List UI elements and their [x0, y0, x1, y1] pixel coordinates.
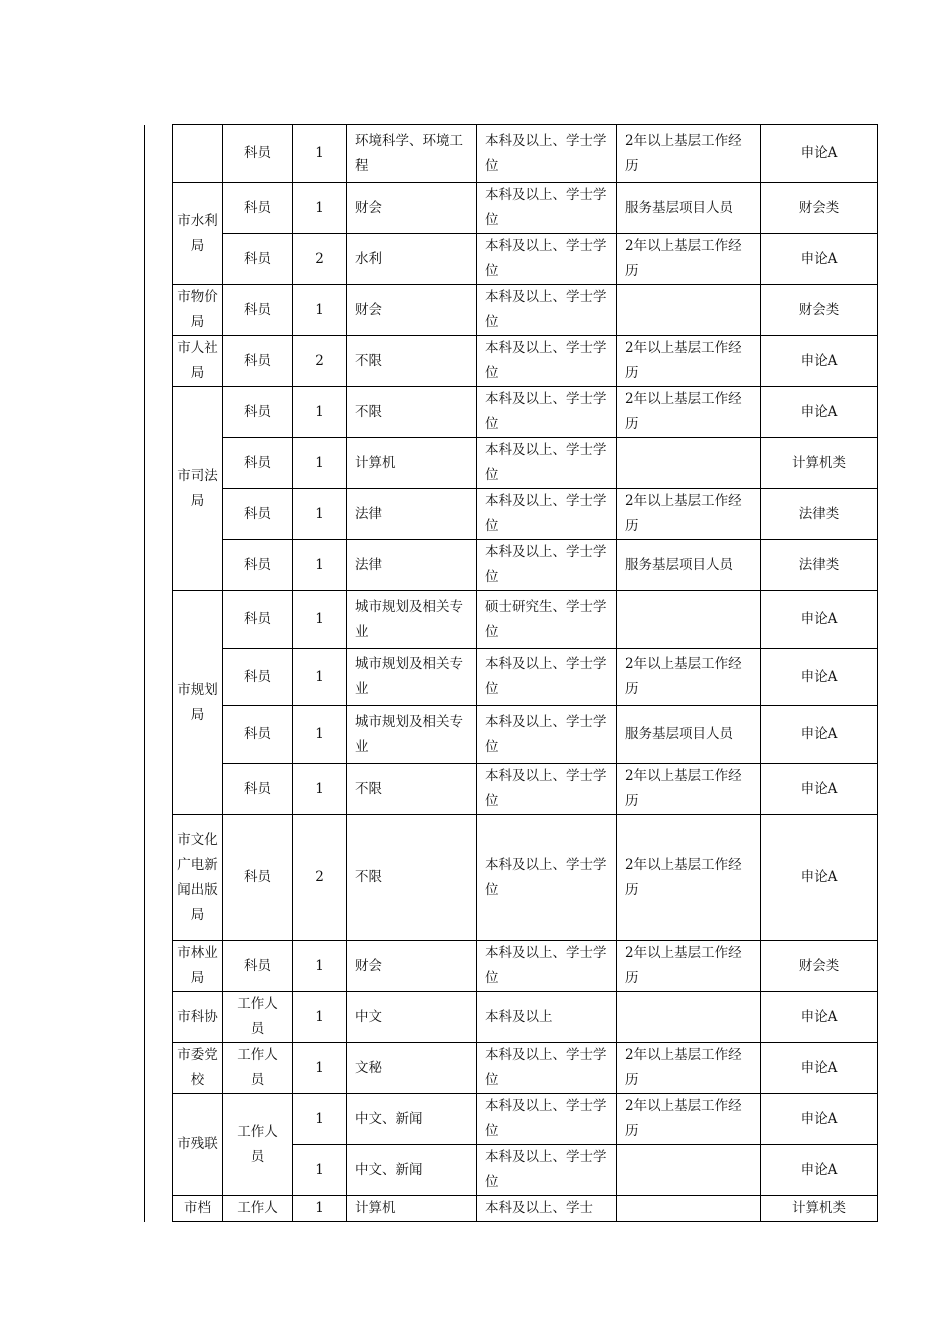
exam-type-cell: 财会类 [761, 941, 878, 992]
position-cell: 科员 [223, 815, 293, 941]
position-cell: 科员 [223, 591, 293, 649]
other-requirement-cell [617, 992, 761, 1043]
other-requirement-cell: 2年以上基层工作经历 [617, 234, 761, 285]
other-requirement-cell: 2年以上基层工作经历 [617, 649, 761, 706]
education-cell: 本科及以上、学士学位 [477, 941, 617, 992]
table-row [145, 125, 878, 183]
recruitment-table [144, 124, 878, 1222]
other-requirement-cell: 2年以上基层工作经历 [617, 125, 761, 183]
exam-type-cell: 计算机类 [761, 438, 878, 489]
position-cell: 科员 [223, 489, 293, 540]
other-requirement-cell [617, 438, 761, 489]
count-cell: 1 [293, 489, 347, 540]
exam-type-cell: 财会类 [761, 285, 878, 336]
unit-cell: 市司法局 [173, 387, 223, 591]
count-cell: 1 [293, 183, 347, 234]
major-cell: 环境科学、环境工程 [347, 125, 477, 183]
unit-cell: 市委党校 [173, 1043, 223, 1094]
count-cell: 1 [293, 1094, 347, 1145]
education-cell: 本科及以上、学士学位 [477, 1094, 617, 1145]
major-cell: 城市规划及相关专业 [347, 649, 477, 706]
position-cell: 科员 [223, 234, 293, 285]
education-cell: 本科及以上、学士学位 [477, 1145, 617, 1196]
count-cell: 1 [293, 540, 347, 591]
other-requirement-cell [617, 591, 761, 649]
major-cell: 中文、新闻 [347, 1094, 477, 1145]
other-requirement-cell [617, 285, 761, 336]
exam-type-cell: 申论A [761, 387, 878, 438]
major-cell: 不限 [347, 764, 477, 815]
education-cell: 本科及以上 [477, 992, 617, 1043]
count-cell: 1 [293, 1196, 347, 1222]
exam-type-cell: 计算机类 [761, 1196, 878, 1222]
other-requirement-cell: 服务基层项目人员 [617, 706, 761, 764]
count-cell: 1 [293, 125, 347, 183]
table-row [145, 992, 878, 1043]
count-cell: 2 [293, 815, 347, 941]
education-cell: 本科及以上、学士学位 [477, 438, 617, 489]
other-requirement-cell: 2年以上基层工作经历 [617, 1094, 761, 1145]
unit-cell: 市林业局 [173, 941, 223, 992]
count-cell: 1 [293, 285, 347, 336]
other-requirement-cell [617, 1196, 761, 1222]
other-requirement-cell: 2年以上基层工作经历 [617, 336, 761, 387]
exam-type-cell: 申论A [761, 336, 878, 387]
major-cell: 文秘 [347, 1043, 477, 1094]
position-cell: 工作人员 [223, 992, 293, 1043]
education-cell: 本科及以上、学士学位 [477, 125, 617, 183]
count-cell: 1 [293, 438, 347, 489]
table-row [145, 649, 878, 706]
education-cell: 本科及以上、学士学位 [477, 706, 617, 764]
table-row [145, 815, 878, 941]
table-row [145, 336, 878, 387]
count-cell: 2 [293, 234, 347, 285]
table-row [145, 438, 878, 489]
position-cell: 科员 [223, 649, 293, 706]
position-cell: 工作人员 [223, 1094, 293, 1196]
position-cell: 科员 [223, 540, 293, 591]
major-cell: 不限 [347, 815, 477, 941]
exam-type-cell: 申论A [761, 125, 878, 183]
other-requirement-cell: 服务基层项目人员 [617, 183, 761, 234]
table-row [145, 941, 878, 992]
table-row [145, 540, 878, 591]
left-margin-column [145, 125, 173, 1222]
position-cell: 科员 [223, 941, 293, 992]
unit-cell: 市档 [173, 1196, 223, 1222]
exam-type-cell: 申论A [761, 815, 878, 941]
table-row [145, 764, 878, 815]
education-cell: 本科及以上、学士学位 [477, 489, 617, 540]
education-cell: 本科及以上、学士 [477, 1196, 617, 1222]
position-cell: 科员 [223, 387, 293, 438]
education-cell: 本科及以上、学士学位 [477, 1043, 617, 1094]
exam-type-cell: 申论A [761, 764, 878, 815]
position-cell: 科员 [223, 706, 293, 764]
count-cell: 1 [293, 649, 347, 706]
position-cell: 工作人 [223, 1196, 293, 1222]
education-cell: 本科及以上、学士学位 [477, 336, 617, 387]
exam-type-cell: 申论A [761, 1145, 878, 1196]
table-row [145, 387, 878, 438]
major-cell: 法律 [347, 489, 477, 540]
major-cell: 城市规划及相关专业 [347, 706, 477, 764]
major-cell: 水利 [347, 234, 477, 285]
major-cell: 中文、新闻 [347, 1145, 477, 1196]
other-requirement-cell: 2年以上基层工作经历 [617, 387, 761, 438]
other-requirement-cell: 2年以上基层工作经历 [617, 815, 761, 941]
major-cell: 城市规划及相关专业 [347, 591, 477, 649]
count-cell: 1 [293, 992, 347, 1043]
position-cell: 科员 [223, 285, 293, 336]
position-cell: 科员 [223, 125, 293, 183]
table-row [145, 234, 878, 285]
position-cell: 工作人员 [223, 1043, 293, 1094]
count-cell: 1 [293, 387, 347, 438]
unit-cell: 市人社局 [173, 336, 223, 387]
major-cell: 计算机 [347, 438, 477, 489]
major-cell: 财会 [347, 285, 477, 336]
exam-type-cell: 法律类 [761, 489, 878, 540]
major-cell: 中文 [347, 992, 477, 1043]
table-row [145, 706, 878, 764]
exam-type-cell: 法律类 [761, 540, 878, 591]
major-cell: 不限 [347, 387, 477, 438]
table-row [145, 1196, 878, 1222]
education-cell: 本科及以上、学士学位 [477, 285, 617, 336]
other-requirement-cell: 2年以上基层工作经历 [617, 1043, 761, 1094]
education-cell: 本科及以上、学士学位 [477, 387, 617, 438]
education-cell: 硕士研究生、学士学位 [477, 591, 617, 649]
education-cell: 本科及以上、学士学位 [477, 764, 617, 815]
unit-cell: 市水利局 [173, 183, 223, 285]
exam-type-cell: 申论A [761, 234, 878, 285]
education-cell: 本科及以上、学士学位 [477, 649, 617, 706]
education-cell: 本科及以上、学士学位 [477, 183, 617, 234]
exam-type-cell: 申论A [761, 992, 878, 1043]
unit-cell: 市文化广电新闻出版局 [173, 815, 223, 941]
table-row [145, 1043, 878, 1094]
table-row [145, 591, 878, 649]
unit-cell [173, 125, 223, 183]
unit-cell: 市规划局 [173, 591, 223, 815]
unit-cell: 市残联 [173, 1094, 223, 1196]
major-cell: 财会 [347, 183, 477, 234]
count-cell: 1 [293, 591, 347, 649]
other-requirement-cell: 服务基层项目人员 [617, 540, 761, 591]
other-requirement-cell: 2年以上基层工作经历 [617, 764, 761, 815]
exam-type-cell: 申论A [761, 706, 878, 764]
education-cell: 本科及以上、学士学位 [477, 234, 617, 285]
table-row [145, 1094, 878, 1145]
major-cell: 计算机 [347, 1196, 477, 1222]
other-requirement-cell [617, 1145, 761, 1196]
exam-type-cell: 申论A [761, 1094, 878, 1145]
unit-cell: 市科协 [173, 992, 223, 1043]
other-requirement-cell: 2年以上基层工作经历 [617, 489, 761, 540]
position-cell: 科员 [223, 764, 293, 815]
count-cell: 1 [293, 706, 347, 764]
count-cell: 1 [293, 1145, 347, 1196]
exam-type-cell: 申论A [761, 1043, 878, 1094]
position-cell: 科员 [223, 336, 293, 387]
count-cell: 1 [293, 764, 347, 815]
table-row [145, 489, 878, 540]
other-requirement-cell: 2年以上基层工作经历 [617, 941, 761, 992]
education-cell: 本科及以上、学士学位 [477, 540, 617, 591]
table-row [145, 183, 878, 234]
unit-cell: 市物价局 [173, 285, 223, 336]
exam-type-cell: 申论A [761, 649, 878, 706]
major-cell: 法律 [347, 540, 477, 591]
exam-type-cell: 财会类 [761, 183, 878, 234]
major-cell: 不限 [347, 336, 477, 387]
exam-type-cell: 申论A [761, 591, 878, 649]
position-cell: 科员 [223, 183, 293, 234]
table-row [145, 285, 878, 336]
position-cell: 科员 [223, 438, 293, 489]
count-cell: 1 [293, 941, 347, 992]
education-cell: 本科及以上、学士学位 [477, 815, 617, 941]
major-cell: 财会 [347, 941, 477, 992]
count-cell: 2 [293, 336, 347, 387]
count-cell: 1 [293, 1043, 347, 1094]
